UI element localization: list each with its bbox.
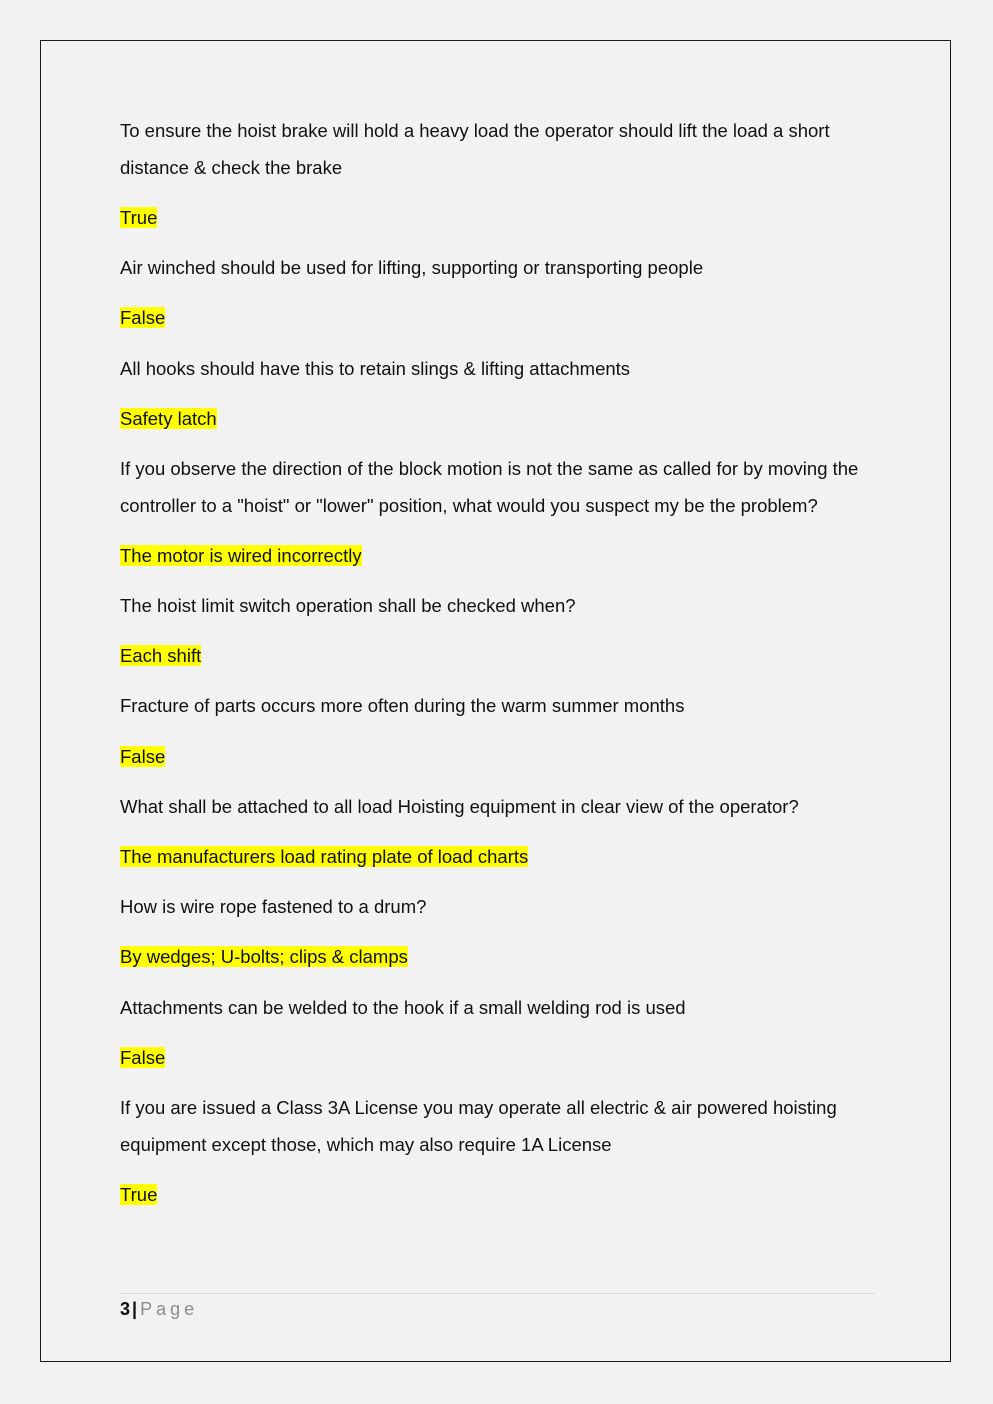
question-text: To ensure the hoist brake will hold a heavy load the operator should lift the load a short distance & check the brake [120, 120, 830, 178]
answer-highlight: The manufacturers load rating plate of load charts [120, 846, 529, 868]
question-text: Fracture of parts occurs more often during the warm summer months [120, 695, 685, 717]
question-text: The hoist limit switch operation shall be checked when? [120, 595, 576, 617]
answer-text [120, 401, 876, 438]
answer-text [120, 939, 876, 976]
answer-highlight: True [120, 206, 158, 228]
answer-highlight: False [120, 307, 166, 329]
document-body [120, 113, 876, 1227]
question-text: If you are issued a Class 3A License you may operate all electric & air powered hoisting equipment except those, which may also require 1A License [120, 1097, 837, 1155]
answer-text [120, 538, 876, 575]
answer-text [120, 638, 876, 675]
answer-highlight: By wedges; U-bolts; clips & clamps [120, 946, 408, 968]
answer-highlight: Safety latch [120, 407, 217, 429]
answer-text [120, 839, 876, 876]
question-text: Air winched should be used for lifting, supporting or transporting people [120, 257, 704, 279]
footer-separator: | [132, 1299, 138, 1319]
question-text: What shall be attached to all load Hoisting equipment in clear view of the operator? [120, 795, 799, 817]
answer-highlight: False [120, 1046, 166, 1068]
answer-highlight: True [120, 1183, 158, 1205]
page-label: Page [140, 1299, 199, 1319]
answer-text [120, 1040, 876, 1077]
page-footer [120, 1293, 875, 1318]
question-text: All hooks should have this to retain slings & lifting attachments [120, 357, 631, 379]
question-text: How is wire rope fastened to a drum? [120, 896, 427, 918]
answer-text [120, 300, 876, 337]
answer-highlight: False [120, 745, 166, 767]
answer-text [120, 739, 876, 776]
answer-text [120, 200, 876, 237]
page-number: 3 [120, 1299, 131, 1319]
question-text: Attachments can be welded to the hook if a small welding rod is used [120, 996, 686, 1018]
answer-highlight: Each shift [120, 645, 202, 667]
question-text: If you observe the direction of the block motion is not the same as called for by moving the controller to a "hoist" or "lower" position, what would you suspect my be the problem? [120, 457, 859, 516]
answer-text [120, 1177, 876, 1214]
answer-highlight: The motor is wired incorrectly [120, 544, 362, 566]
